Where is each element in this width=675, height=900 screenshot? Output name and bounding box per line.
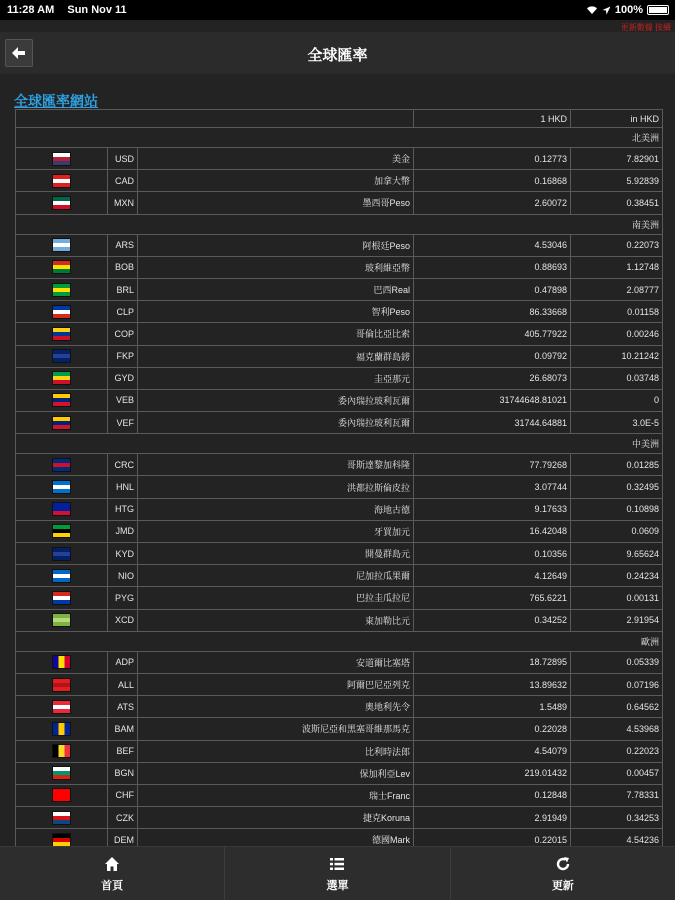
rate-inhkd: 0.0609 [571,520,663,542]
currency-name: 瑞士Franc [138,784,414,806]
currency-row[interactable] [16,762,663,784]
rate-1hkd: 0.12773 [414,148,571,170]
currency-row[interactable] [16,565,663,587]
rate-1hkd: 31744.64881 [414,412,571,434]
currency-name: 保加利亞Lev [138,762,414,784]
currency-name: 開曼群島元 [138,543,414,565]
currency-row[interactable] [16,170,663,192]
flag-icon [52,613,71,627]
flag-cell [16,718,108,740]
currency-row[interactable] [16,807,663,829]
currency-code: CLP [108,301,138,323]
flag-cell [16,673,108,695]
rate-1hkd: 219.01432 [414,762,571,784]
currency-code: MXN [108,192,138,214]
rate-inhkd: 7.82901 [571,148,663,170]
flag-icon [52,744,71,758]
flag-cell [16,454,108,476]
flag-icon [52,458,71,472]
region-label: 中美洲 [16,434,663,454]
tab-home-label: 首頁 [101,880,124,892]
currency-name: 捷克Koruna [138,807,414,829]
rate-1hkd: 3.07744 [414,476,571,498]
currency-name: 阿根廷Peso [138,234,414,256]
navigation-bar [0,32,675,74]
rate-1hkd: 0.22015 [414,829,571,846]
currency-name: 玻利維亞幣 [138,256,414,278]
currency-name: 福克蘭群島鎊 [138,345,414,367]
rate-inhkd: 0.32495 [571,476,663,498]
currency-name: 加拿大幣 [138,170,414,192]
flag-cell [16,740,108,762]
flag-cell [16,323,108,345]
flag-icon [52,569,71,583]
exchange-site-link[interactable]: 全球匯率網站 [14,93,98,109]
rate-inhkd: 0.22023 [571,740,663,762]
rate-1hkd: 77.79268 [414,454,571,476]
currency-name: 巴拉圭瓜拉尼 [138,587,414,609]
currency-name: 奧地利先令 [138,696,414,718]
header-1hkd: 1 HKD [414,110,571,128]
currency-row[interactable] [16,192,663,214]
currency-name: 智利Peso [138,301,414,323]
rate-inhkd: 0.01158 [571,301,663,323]
rate-1hkd: 31744648.81021 [414,389,571,411]
flag-icon [52,655,71,669]
tab-refresh[interactable] [451,847,675,900]
currency-name: 海地古德 [138,498,414,520]
currency-row[interactable] [16,587,663,609]
refresh-icon [555,855,571,873]
rate-1hkd: 9.17633 [414,498,571,520]
currency-code: BOB [108,256,138,278]
currency-name: 東加勒比元 [138,609,414,631]
flag-cell [16,784,108,806]
currency-code: NIO [108,565,138,587]
currency-code: CHF [108,784,138,806]
currency-code: PYG [108,587,138,609]
flag-cell [16,651,108,673]
currency-name: 圭亞那元 [138,367,414,389]
flag-cell [16,234,108,256]
currency-row[interactable] [16,651,663,673]
currency-row[interactable] [16,148,663,170]
currency-code: ARS [108,234,138,256]
currency-row[interactable] [16,696,663,718]
rate-1hkd: 26.68073 [414,367,571,389]
flag-cell [16,367,108,389]
flag-icon [52,722,71,736]
rate-inhkd: 0.00131 [571,587,663,609]
header-empty-cell [16,110,414,128]
currency-row[interactable] [16,520,663,542]
currency-name: 德國Mark [138,829,414,846]
currency-row[interactable] [16,278,663,300]
flag-cell [16,170,108,192]
rate-1hkd: 405.77922 [414,323,571,345]
rate-1hkd: 86.33668 [414,301,571,323]
currency-row[interactable] [16,476,663,498]
rate-inhkd: 10.21242 [571,345,663,367]
rate-inhkd: 9.65624 [571,543,663,565]
currency-row[interactable] [16,256,663,278]
rate-1hkd: 2.91949 [414,807,571,829]
currency-row[interactable] [16,543,663,565]
rate-1hkd: 1.5489 [414,696,571,718]
rate-inhkd: 0.07196 [571,673,663,695]
currency-row[interactable] [16,784,663,806]
flag-cell [16,256,108,278]
flag-icon [52,833,71,846]
currency-code: BGN [108,762,138,784]
rate-1hkd: 765.6221 [414,587,571,609]
flag-cell [16,192,108,214]
rate-inhkd: 0.24234 [571,565,663,587]
rate-inhkd: 2.91954 [571,609,663,631]
flag-cell [16,696,108,718]
rate-inhkd: 7.78331 [571,784,663,806]
rate-inhkd: 0.64562 [571,696,663,718]
currency-name: 尼加拉瓜果爾 [138,565,414,587]
flag-icon [52,766,71,780]
rate-1hkd: 0.47898 [414,278,571,300]
currency-code: VEB [108,389,138,411]
flag-cell [16,762,108,784]
rate-inhkd: 0.34253 [571,807,663,829]
currency-code: FKP [108,345,138,367]
currency-code: ADP [108,651,138,673]
currency-name: 比利時法郎 [138,740,414,762]
flag-cell [16,829,108,846]
currency-row[interactable] [16,740,663,762]
currency-row[interactable] [16,718,663,740]
wifi-icon [586,5,598,15]
currency-code: BEF [108,740,138,762]
rate-1hkd: 0.22028 [414,718,571,740]
currency-row[interactable] [16,673,663,695]
region-row [16,214,663,234]
currency-code: VEF [108,412,138,434]
currency-code: CAD [108,170,138,192]
flag-icon [52,480,71,494]
tab-home[interactable] [0,847,225,900]
currency-name: 牙買加元 [138,520,414,542]
bottom-tab-bar [0,846,675,900]
currency-code: BAM [108,718,138,740]
flag-icon [52,174,71,188]
tab-menu-label: 選單 [326,880,349,892]
currency-code: JMD [108,520,138,542]
rate-1hkd: 0.34252 [414,609,571,631]
region-row [16,434,663,454]
flag-icon [52,349,71,363]
currency-name: 哥斯達黎加科隆 [138,454,414,476]
rate-1hkd: 0.10356 [414,543,571,565]
battery-icon [647,5,669,15]
region-label: 歐洲 [16,631,663,651]
currency-name: 巴西Real [138,278,414,300]
status-bar [0,0,675,20]
flag-icon [52,152,71,166]
rate-1hkd: 0.16868 [414,170,571,192]
home-icon [104,855,120,873]
rate-1hkd: 13.89632 [414,673,571,695]
flag-icon [52,591,71,605]
currency-row[interactable] [16,609,663,631]
rate-inhkd: 4.54236 [571,829,663,846]
rate-inhkd: 4.53968 [571,718,663,740]
rate-inhkd: 0 [571,389,663,411]
flag-icon [52,700,71,714]
flag-icon [52,393,71,407]
currency-name: 委內瑞拉玻利瓦爾 [138,389,414,411]
flag-cell [16,412,108,434]
rate-1hkd: 4.12649 [414,565,571,587]
rate-inhkd: 0.00246 [571,323,663,345]
currency-row[interactable] [16,367,663,389]
currency-row[interactable] [16,301,663,323]
flag-icon [52,238,71,252]
currency-code: ATS [108,696,138,718]
rate-inhkd: 0.38451 [571,192,663,214]
currency-code: HNL [108,476,138,498]
flag-icon [52,524,71,538]
currency-row[interactable] [16,323,663,345]
region-row [16,631,663,651]
rate-inhkd: 0.10898 [571,498,663,520]
currency-row[interactable] [16,454,663,476]
flag-cell [16,148,108,170]
currency-code: CRC [108,454,138,476]
rate-inhkd: 1.12748 [571,256,663,278]
currency-code: GYD [108,367,138,389]
rate-inhkd: 0.01285 [571,454,663,476]
flag-icon [52,416,71,430]
currency-name: 波斯尼亞和黑塞哥維那馬克 [138,718,414,740]
status-time: 11:28 AM [7,4,55,16]
header-inhkd: in HKD [571,110,663,128]
rate-1hkd: 2.60072 [414,192,571,214]
flag-icon [52,678,71,692]
flag-icon [52,283,71,297]
currency-name: 哥倫比亞比索 [138,323,414,345]
currency-name: 委內瑞拉玻利瓦爾 [138,412,414,434]
flag-cell [16,609,108,631]
flag-icon [52,327,71,341]
rate-inhkd: 5.92839 [571,170,663,192]
currency-code: HTG [108,498,138,520]
currency-row[interactable] [16,829,663,846]
currency-name: 墨西哥Peso [138,192,414,214]
flag-icon [52,196,71,210]
flag-cell [16,278,108,300]
rate-inhkd: 0.05339 [571,651,663,673]
flag-cell [16,345,108,367]
flag-cell [16,520,108,542]
rate-1hkd: 0.09792 [414,345,571,367]
currency-name: 阿爾巴尼亞列克 [138,673,414,695]
currency-row[interactable] [16,345,663,367]
rate-inhkd: 0.03748 [571,367,663,389]
rate-inhkd: 3.0E-5 [571,412,663,434]
region-row [16,128,663,148]
flag-cell [16,476,108,498]
flag-cell [16,543,108,565]
update-note: 更新數據 接續 [620,23,671,32]
flag-icon [52,502,71,516]
rate-1hkd: 18.72895 [414,651,571,673]
rate-1hkd: 0.12848 [414,784,571,806]
tab-refresh-label: 更新 [551,880,574,892]
currency-row[interactable] [16,234,663,256]
currency-code: BRL [108,278,138,300]
currency-code: CZK [108,807,138,829]
rate-inhkd: 0.00457 [571,762,663,784]
currency-name: 安道爾比塞塔 [138,651,414,673]
flag-cell [16,565,108,587]
flag-cell [16,301,108,323]
currency-row[interactable] [16,498,663,520]
tab-menu[interactable] [225,847,450,900]
currency-code: COP [108,323,138,345]
flag-icon [52,811,71,825]
rate-1hkd: 4.53046 [414,234,571,256]
currency-code: XCD [108,609,138,631]
region-label: 北美洲 [16,128,663,148]
region-label: 南美洲 [16,214,663,234]
menu-icon [329,855,345,873]
battery-percent: 100% [614,4,643,16]
currency-name: 美金 [138,148,414,170]
flag-icon [52,371,71,385]
rate-inhkd: 2.08777 [571,278,663,300]
flag-cell [16,498,108,520]
status-date: Sun Nov 11 [67,4,127,16]
page-title: 全球匯率 [307,47,368,64]
rate-inhkd: 0.22073 [571,234,663,256]
rate-1hkd: 0.88693 [414,256,571,278]
flag-cell [16,587,108,609]
currency-name: 洪都拉斯倫皮拉 [138,476,414,498]
currency-code: KYD [108,543,138,565]
flag-icon [52,260,71,274]
currency-code: DEM [108,829,138,846]
currency-row[interactable] [16,389,663,411]
flag-cell [16,807,108,829]
currency-row[interactable] [16,412,663,434]
rate-1hkd: 16.42048 [414,520,571,542]
location-arrow-icon [602,6,611,15]
flag-icon [52,547,71,561]
flag-icon [52,305,71,319]
currency-code: USD [108,148,138,170]
currency-code: ALL [108,673,138,695]
rates-table [15,109,663,846]
table-header-row [16,110,663,128]
rate-1hkd: 4.54079 [414,740,571,762]
flag-icon [52,788,71,802]
flag-cell [16,389,108,411]
rates-content[interactable] [0,74,675,846]
